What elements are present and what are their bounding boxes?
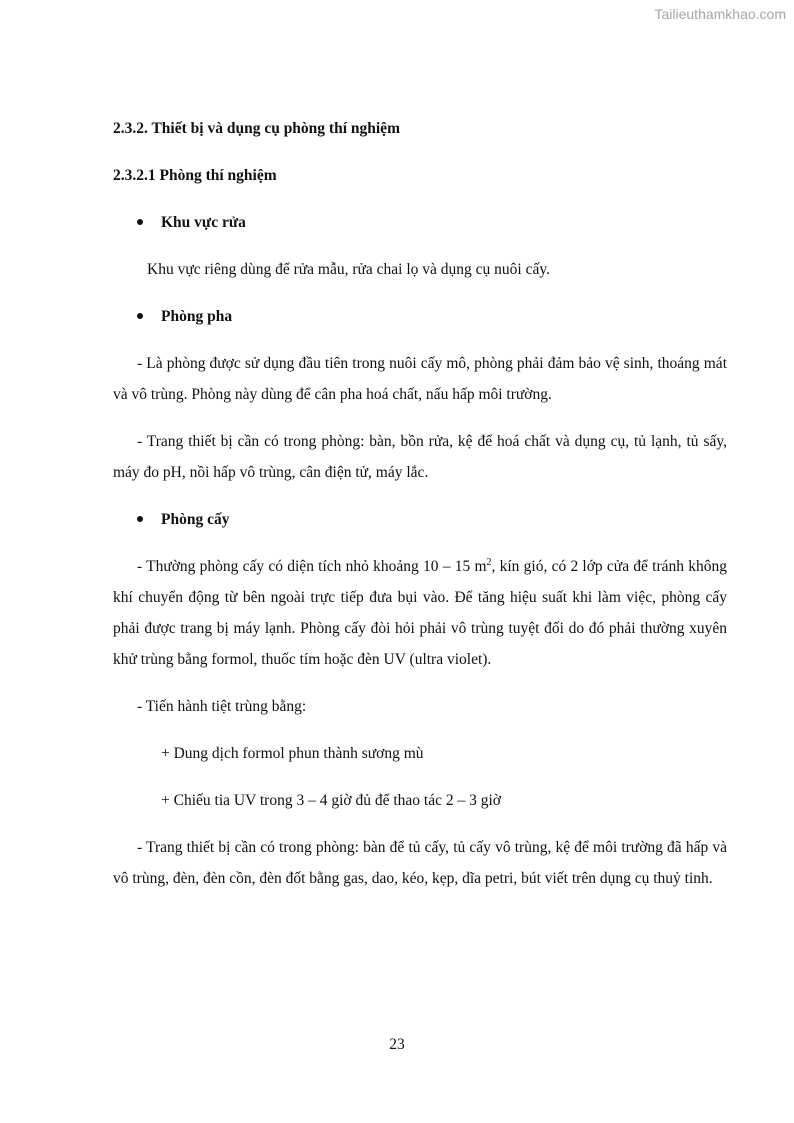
prep-paragraph-2: - Trang thiết bị cần có trong phòng: bàn, bồn rửa, kệ để hoá chất và dụng cụ, tủ lạnh, tủ sấy, máy đo pH, nồi hấp vô trùng, cân điện tử, máy lắc.: [113, 433, 727, 481]
bullet-culture-room: Phòng cấy: [137, 504, 727, 535]
prep-paragraph-1: - Là phòng được sử dụng đầu tiên trong nuôi cấy mô, phòng phải đảm bảo vệ sinh, thoáng mát và vô trùng. Phòng này dùng để cân pha hoá chất, nấu hấp môi trường.: [113, 355, 727, 403]
culture-paragraph-1: [113, 551, 727, 675]
sterilization-item-1: + Dung dịch formol phun thành sương mù: [161, 745, 424, 762]
culture-paragraph-3: - Trang thiết bị cần có trong phòng: bàn để tủ cấy, tủ cấy vô trùng, kệ để môi trường đã hấp và vô trùng, đèn, đèn cồn, đèn đốt bằng gas, dao, kéo, kẹp, dĩa petri, bút viết trên dụng cụ thuỷ tinh.: [113, 839, 727, 887]
watermark: Tailieuthamkhao.com: [654, 6, 786, 22]
culture-p1-superscript: 2: [486, 556, 492, 568]
culture-p1-text-b: , kín gió, có 2 lớp cửa để tránh không khí chuyển động từ bên ngoài trực tiếp đưa bụi vào. Để tăng hiệu suất khi làm việc, phòng cấy phải được trang bị máy lạnh. Phòng cấy đòi hỏi phải vô trùng tuyệt đối do đó phải thường xuyên khử trùng bằng formol, thuốc tím hoặc đèn UV (ultra violet).: [113, 558, 728, 668]
section-heading: 2.3.2. Thiết bị và dụng cụ phòng thí nghiệm: [113, 120, 400, 137]
culture-paragraph-2: - Tiến hành tiệt trùng bằng:: [137, 698, 307, 715]
document-body: [113, 113, 727, 910]
washing-paragraph: Khu vực riêng dùng để rửa mẫu, rửa chai lọ và dụng cụ nuôi cấy.: [147, 261, 550, 278]
culture-p1-text-a: - Thường phòng cấy có diện tích nhỏ khoảng 10 – 15 m: [137, 558, 487, 575]
page-number: 23: [389, 1036, 405, 1053]
bullet-prep-room: Phòng pha: [137, 301, 727, 332]
bullet-washing-area: Khu vực rửa: [137, 207, 727, 238]
sterilization-item-2: + Chiếu tia UV trong 3 – 4 giờ đủ để thao tác 2 – 3 giờ: [161, 792, 501, 809]
subsection-heading: 2.3.2.1 Phòng thí nghiệm: [113, 167, 277, 184]
